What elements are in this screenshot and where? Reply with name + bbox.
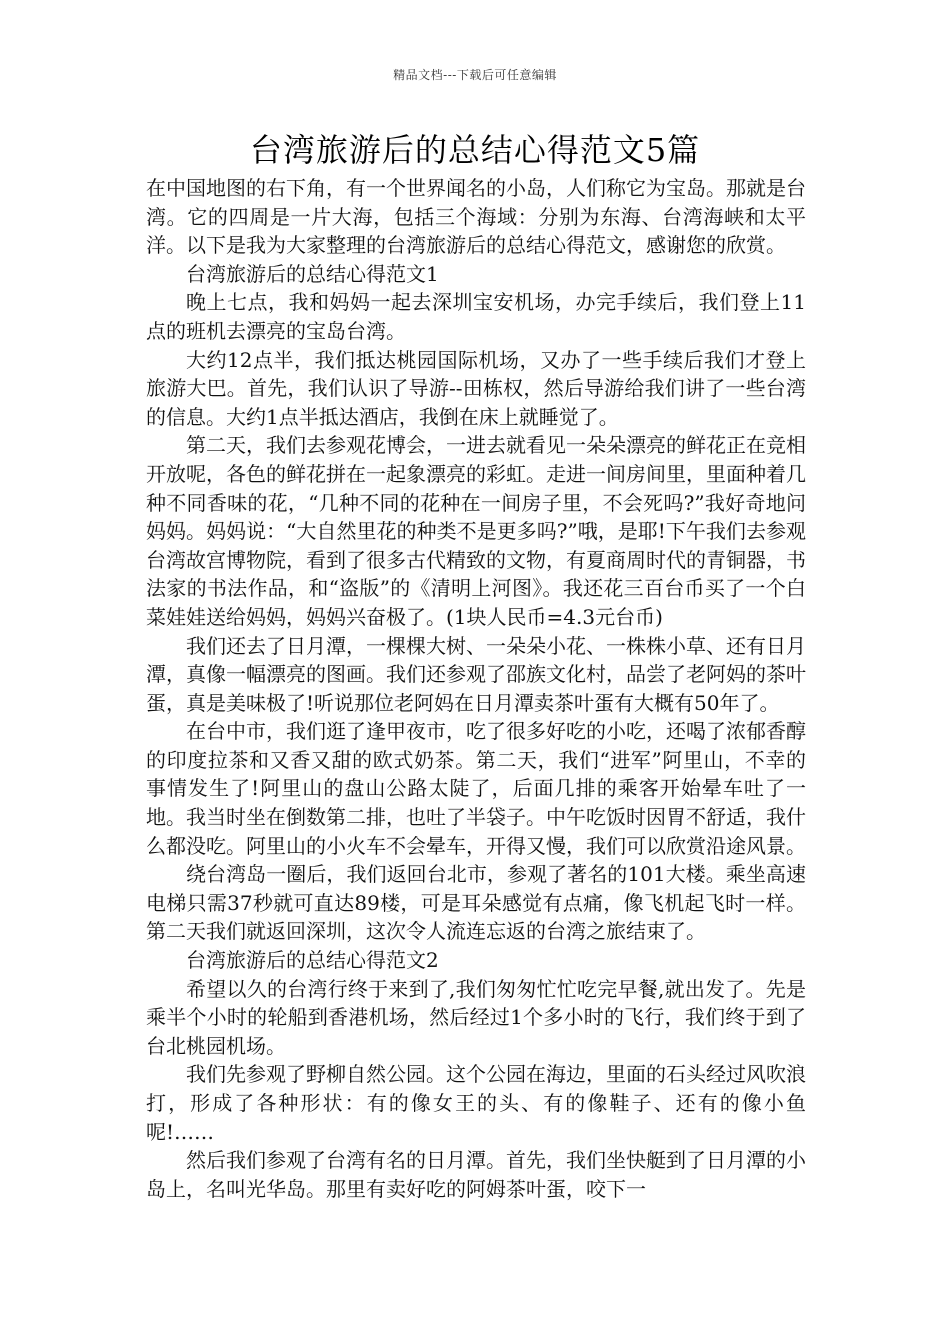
document-body: [146, 174, 806, 1203]
paragraph: 我们还去了日月潭，一棵棵大树、一朵朵小花、一株株小草、还有日月潭，真像一幅漂亮的图画。我们还参观了邵族文化村，品尝了老阿妈的茶叶蛋，真是美味极了!听说那位老阿妈在日月潭卖茶叶蛋有大概有50年了。: [146, 633, 806, 715]
paragraph: 第二天，我们去参观花博会，一进去就看见一朵朵漂亮的鲜花正在竞相开放呢，各色的鲜花拼在一起象漂亮的彩虹。走进一间房间里，里面种着几种不同香味的花，“几种不同的花种在一间房子里，不会死吗?”我好奇地问妈妈。妈妈说：“大自然里花的种类不是更多吗?”哦，是耶!下午我们去参观台湾故宫博物院，看到了很多古代精致的文物，有夏商周时代的青铜器，书法家的书法作品，和“盗版”的《清明上河图》。我还花三百台币买了一个白菜娃娃送给妈妈，妈妈兴奋极了。(1块人民币=4.3元台币): [146, 433, 806, 629]
page-header-note: 精品文档---下载后可任意编辑: [393, 68, 557, 82]
paragraph: 然后我们参观了台湾有名的日月潭。首先，我们坐快艇到了日月潭的小岛上，名叫光华岛。那里有卖好吃的阿姆茶叶蛋，咬下一: [146, 1148, 806, 1201]
paragraph: 我们先参观了野柳自然公园。这个公园在海边，里面的石头经过风吹浪打，形成了各种形状：有的像女王的头、有的像鞋子、还有的像小鱼呢!……: [146, 1062, 806, 1144]
paragraph: 晚上七点，我和妈妈一起去深圳宝安机场，办完手续后，我们登上11点的班机去漂亮的宝岛台湾。: [146, 290, 806, 343]
section-heading-2: 台湾旅游后的总结心得范文2: [186, 948, 439, 973]
section-heading-1: 台湾旅游后的总结心得范文1: [186, 261, 439, 286]
paragraph: 希望以久的台湾行终于来到了,我们匆匆忙忙吃完早餐,就出发了。先是乘半个小时的轮船到香港机场，然后经过1个多小时的飞行，我们终于到了台北桃园机场。: [146, 976, 806, 1058]
paragraph: 绕台湾岛一圈后，我们返回台北市，参观了著名的101大楼。乘坐高速电梯只需37秒就可直达89楼，可是耳朵感觉有点痛，像飞机起飞时一样。第二天我们就返回深圳，这次令人流连忘返的台湾之旅结束了。: [146, 862, 806, 944]
document-title: 台湾旅游后的总结心得范文5篇: [249, 131, 701, 169]
intro-paragraph: 在中国地图的右下角，有一个世界闻名的小岛，人们称它为宝岛。那就是台湾。它的四周是一片大海，包括三个海域：分别为东海、台湾海峡和太平洋。以下是我为大家整理的台湾旅游后的总结心得范文，感谢您的欣赏。: [146, 176, 806, 258]
paragraph: 大约12点半，我们抵达桃园国际机场，又办了一些手续后我们才登上旅游大巴。首先，我们认识了导游--田栋权，然后导游给我们讲了一些台湾的信息。大约1点半抵达酒店，我倒在床上就睡觉了。: [146, 347, 806, 429]
paragraph: 在台中市，我们逛了逢甲夜市，吃了很多好吃的小吃，还喝了浓郁香醇的印度拉茶和又香又甜的欧式奶茶。第二天，我们“进军”阿里山，不幸的事情发生了!阿里山的盘山公路太陡了，后面几排的乘客开始晕车吐了一地。我当时坐在倒数第二排，也吐了半袋子。中午吃饭时因胃不舒适，我什么都没吃。阿里山的小火车不会晕车，开得又慢，我们可以欣赏沿途风景。: [146, 719, 806, 858]
